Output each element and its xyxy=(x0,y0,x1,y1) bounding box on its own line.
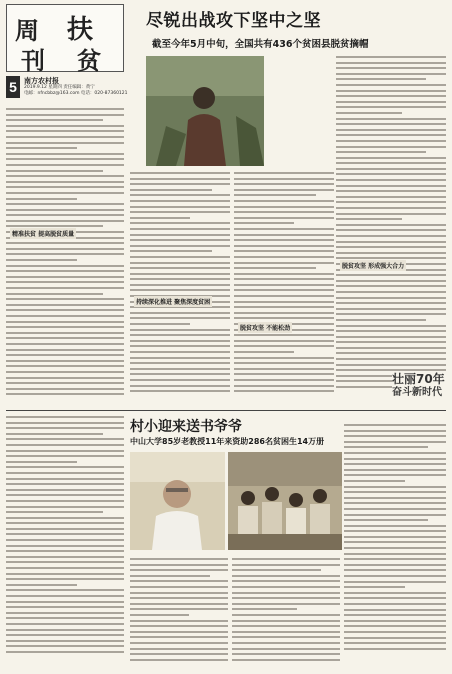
masthead-char: 周 xyxy=(15,16,39,45)
second-subheadline: 中山大学85岁老教授11年来资助286名贫困生14万册 xyxy=(130,437,325,446)
page-info xyxy=(6,76,128,102)
text-column-lower-1 xyxy=(130,558,228,664)
meta-line: 电邮：nfncbbz@163.com 电话：020-87360121 xyxy=(24,91,128,96)
text-column-left-lower xyxy=(6,416,124,657)
meta-line: 2019.9.12 星期四 责任编辑：黄宁 xyxy=(24,85,95,90)
text-column-right xyxy=(336,56,446,392)
text-column-right-middle xyxy=(234,172,334,396)
photo-woman-in-field xyxy=(146,56,264,166)
text-column-lower-2 xyxy=(232,558,340,664)
masthead-logo xyxy=(6,4,124,75)
masthead-char: 扶 xyxy=(67,15,94,45)
pull-quote-line: 奋斗新时代 xyxy=(392,387,442,398)
photo-side-text xyxy=(266,56,328,166)
pull-quote-line: 壮丽70年 xyxy=(392,372,445,386)
section-subtitle: 持续深化推进 聚焦深度贫困 xyxy=(134,296,212,307)
horizontal-divider xyxy=(6,410,446,411)
main-headline: 尽锐出战攻下坚中之坚 xyxy=(146,11,321,31)
photo-children-reading xyxy=(228,452,342,550)
masthead-char: 刊 xyxy=(21,46,45,75)
page-number: 5 xyxy=(6,76,20,98)
text-column-lower-right xyxy=(344,424,446,653)
section-subtitle: 精准扶贫 提高脱贫质量 xyxy=(10,228,76,239)
main-subheadline: 截至今年5月中旬，全国共有436个贫困县脱贫摘帽 xyxy=(152,39,369,50)
text-column-left xyxy=(6,108,124,399)
page-meta xyxy=(24,85,128,97)
section-subtitle: 脱贫攻坚 不能松劲 xyxy=(238,322,292,333)
paper-name: 南方农村报 xyxy=(24,77,59,85)
section-subtitle: 脱贫攻坚 形成强大合力 xyxy=(340,260,406,271)
second-headline: 村小迎来送书爷爷 xyxy=(130,419,242,435)
masthead-char: 贫 xyxy=(77,46,101,75)
photo-elderly-professor xyxy=(130,452,225,550)
text-column-middle xyxy=(130,172,230,396)
